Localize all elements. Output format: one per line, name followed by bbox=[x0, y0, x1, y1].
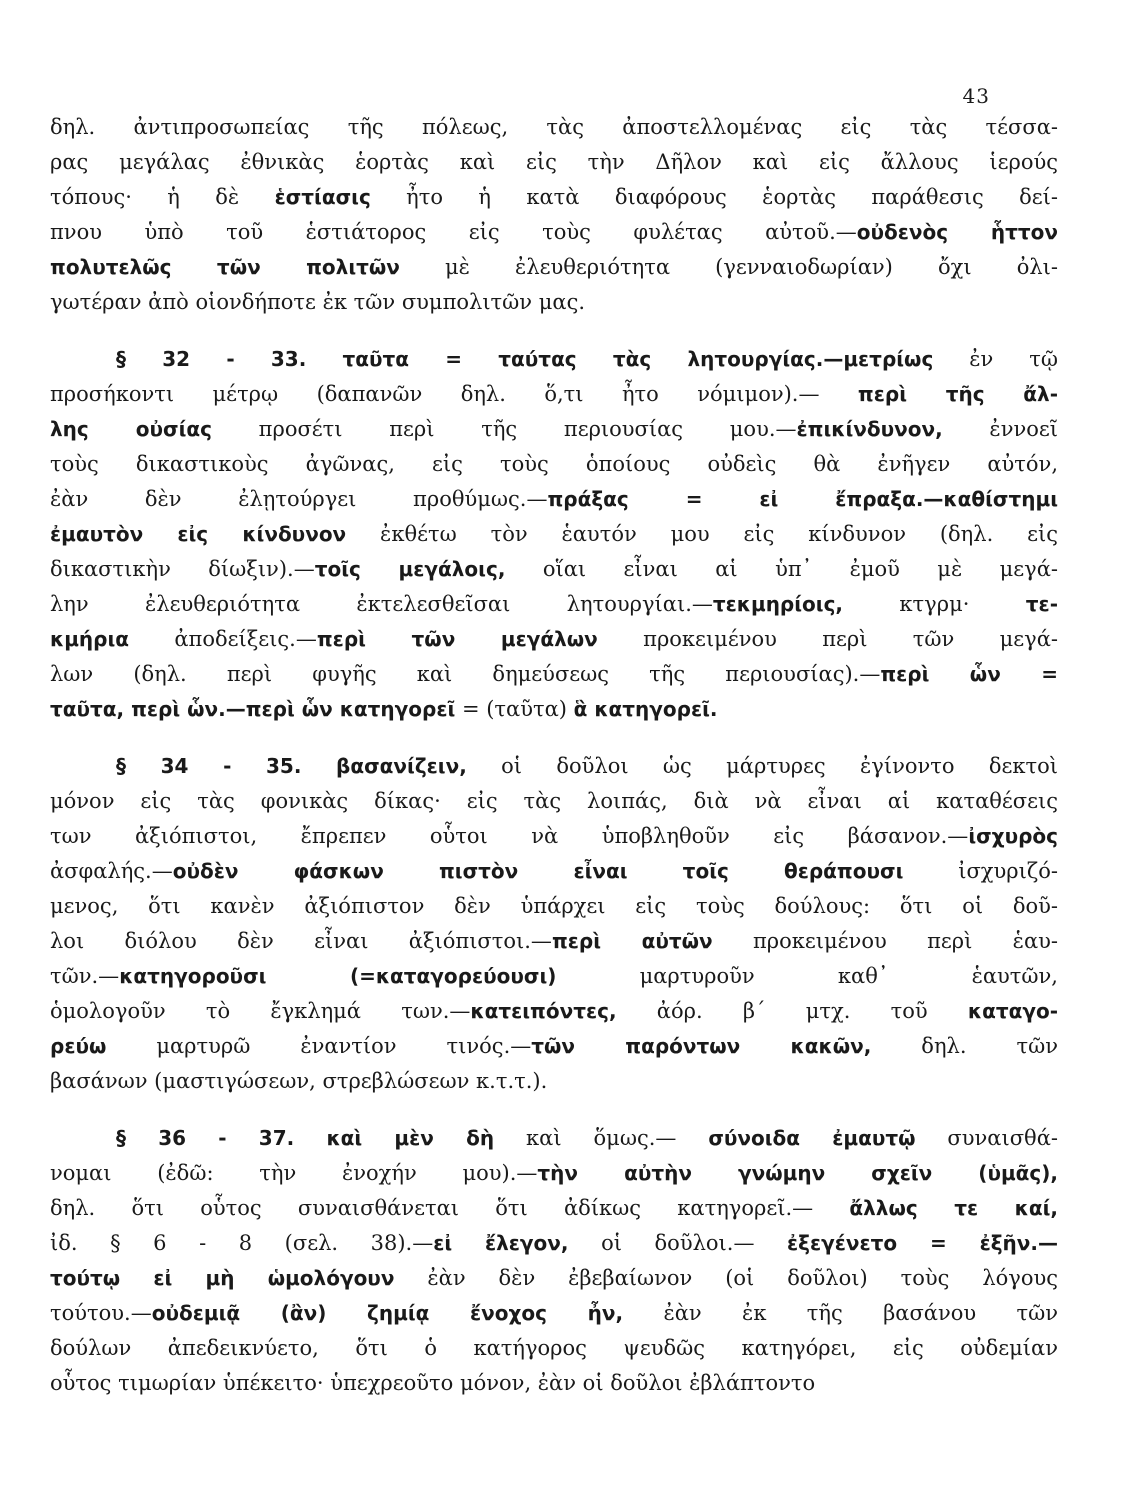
text-run: μὲ ἐλευθεριότητα (γενναιοδωρίαν) ὄχι ὀλι- bbox=[399, 255, 1058, 279]
text-run: κτγρμ· bbox=[843, 592, 1026, 616]
text-run: μαρτυροῦν καθ᾽ ἑαυτῶν, bbox=[556, 964, 1058, 988]
text-line bbox=[50, 657, 1058, 692]
text-run: μενος, ὅτι κανὲν ἀξιόπιστον δὲν ὑπάρχει εἰς τοὺς δούλους: ὅτι οἱ δοῦ- bbox=[50, 894, 1058, 918]
bold-lemma: ἐμαυτὸν εἰς κίνδυνον bbox=[50, 522, 347, 546]
text-run: προσήκοντι μέτρῳ (δαπανῶν δηλ. ὅ,τι ἦτο νόμιμον).— bbox=[50, 382, 858, 406]
bold-lemma: τε- bbox=[1025, 592, 1058, 616]
text-run: μόνον εἰς τὰς φονικὰς δίκας· εἰς τὰς λοιπάς, διὰ νὰ εἶναι αἱ καταθέσεις bbox=[50, 789, 1058, 813]
text-run: δικαστικὴν δίωξιν).— bbox=[50, 557, 315, 581]
text-line bbox=[50, 377, 1058, 412]
text-line bbox=[50, 1064, 1058, 1099]
text-line bbox=[50, 1226, 1058, 1261]
text-line bbox=[50, 1156, 1058, 1191]
text-run: ἰδ. § 6 - 8 (σελ. 38).— bbox=[50, 1231, 434, 1255]
text-line bbox=[50, 1366, 1058, 1401]
text-line bbox=[50, 110, 1058, 145]
text-line bbox=[50, 819, 1058, 854]
bold-lemma: ἄλλως τε καί, bbox=[849, 1196, 1058, 1220]
bold-lemma: πολυτελῶς τῶν πολιτῶν bbox=[50, 255, 400, 279]
text-run: ὁμολογοῦν τὸ ἔγκλημά των.— bbox=[50, 999, 471, 1023]
text-line bbox=[50, 587, 1058, 622]
text-run: δούλων ἀπεδεικνύετο, ὅτι ὁ κατήγορος ψευδῶς κατηγόρει, εἰς οὐδεμίαν bbox=[50, 1336, 1058, 1360]
text-run: ἐὰν δὲν ἐβεβαίωνον (οἱ δοῦλοι) τοὺς λόγους bbox=[394, 1266, 1058, 1290]
text-run: ἐὰν ἐκ τῆς βασάνου τῶν bbox=[623, 1301, 1059, 1325]
text-line bbox=[50, 285, 1058, 320]
bold-lemma: σύνοιδα ἐμαυτῷ bbox=[708, 1126, 916, 1150]
text-run: οἱ δοῦλοι ὡς μάρτυρες ἐγίνοντο δεκτοὶ bbox=[466, 754, 1058, 778]
text-line bbox=[50, 622, 1058, 657]
text-line bbox=[50, 924, 1058, 959]
paragraph bbox=[50, 1121, 1058, 1401]
bold-lemma: περὶ τῆς ἄλ- bbox=[857, 382, 1059, 406]
text-line bbox=[50, 1296, 1058, 1331]
text-run: λην ἐλευθεριότητα ἐκτελεσθεῖσαι λητουργίαι.— bbox=[50, 592, 713, 616]
text-line bbox=[50, 250, 1058, 285]
bold-lemma: ἰσχυρὸς bbox=[968, 824, 1058, 848]
text-run: λων (δηλ. περὶ φυγῆς καὶ δημεύσεως τῆς περιουσίας).— bbox=[50, 662, 881, 686]
text-line bbox=[50, 1191, 1058, 1226]
text-line bbox=[50, 994, 1058, 1029]
text-run: γωτέραν ἀπὸ οἱονδήποτε ἐκ τῶν συμπολιτῶν μας. bbox=[50, 290, 586, 314]
bold-lemma: τοῖς μεγάλοις, bbox=[314, 557, 506, 581]
bold-lemma: ἃ κατηγορεῖ. bbox=[573, 697, 718, 721]
bold-lemma: § 32 - 33. ταῦτα = ταύτας τὰς λητουργίας.—μετρίως bbox=[116, 347, 934, 371]
text-run: ἐν τῷ bbox=[933, 347, 1058, 371]
text-run: τούτου.— bbox=[50, 1301, 152, 1325]
text-run: προκειμένου περὶ ἑαυ- bbox=[712, 929, 1058, 953]
text-run: δηλ. ἀντιπροσωπείας τῆς πόλεως, τὰς ἀποστελλομένας εἰς τὰς τέσσα- bbox=[50, 115, 1058, 139]
bold-lemma: τεκμηρίοις, bbox=[712, 592, 844, 616]
text-line bbox=[50, 412, 1058, 447]
text-run: ἐννοεῖ bbox=[942, 417, 1058, 441]
text-run: προκειμένου περὶ τῶν μεγά- bbox=[597, 627, 1058, 651]
bold-lemma: ρεύω bbox=[50, 1034, 107, 1058]
bold-lemma: πράξας = εἰ ἔπραξα.—καθίστημι bbox=[547, 487, 1058, 511]
bold-lemma: § 34 - 35. βασανίζειν, bbox=[116, 754, 467, 778]
text-run: οἱ δοῦλοι.— bbox=[568, 1231, 788, 1255]
text-line bbox=[50, 854, 1058, 889]
text-line bbox=[50, 1261, 1058, 1296]
bold-lemma: εἰ ἔλεγον, bbox=[433, 1231, 569, 1255]
bold-lemma: οὐδενὸς ἧττον bbox=[856, 220, 1058, 244]
text-line bbox=[50, 180, 1058, 215]
text-run: μαρτυρῶ ἐναντίον τινός.— bbox=[106, 1034, 532, 1058]
text-run: καὶ ὅμως.— bbox=[494, 1126, 709, 1150]
bold-lemma: κμήρια bbox=[50, 627, 130, 651]
text-run: ἦτο ἡ κατὰ διαφόρους ἑορτὰς παράθεσις δεί- bbox=[370, 185, 1058, 209]
text-line bbox=[50, 1029, 1058, 1064]
bold-lemma: κατηγοροῦσι (=καταγορεύουσι) bbox=[119, 964, 557, 988]
text-run: πνου ὑπὸ τοῦ ἑστιάτορος εἰς τοὺς φυλέτας αὐτοῦ.— bbox=[50, 220, 857, 244]
text-run: ρας μεγάλας ἐθνικὰς ἑορτὰς καὶ εἰς τὴν Δῆλον καὶ εἰς ἄλλους ἱερούς bbox=[50, 150, 1058, 174]
text-run: προσέτι περὶ τῆς περιουσίας μου.— bbox=[211, 417, 797, 441]
bold-lemma: τούτῳ εἰ μὴ ὡμολόγουν bbox=[50, 1266, 395, 1290]
text-run: ἀποδείξεις.— bbox=[129, 627, 317, 651]
text-run: ἐὰν δὲν ἐλῃτούργει προθύμως.— bbox=[50, 487, 548, 511]
text-run: ἀόρ. β´ μτχ. τοῦ bbox=[616, 999, 968, 1023]
text-run: των ἀξιόπιστοι, ἔπρεπεν οὗτοι νὰ ὑποβληθοῦν εἰς βάσανον.— bbox=[50, 824, 969, 848]
bold-lemma: περὶ ὧν = bbox=[880, 662, 1058, 686]
bold-lemma: § 36 - 37. καὶ μὲν δὴ bbox=[116, 1126, 495, 1150]
bold-lemma: τῶν παρόντων κακῶν, bbox=[531, 1034, 872, 1058]
text-run: λοι διόλου δὲν εἶναι ἀξιόπιστοι.— bbox=[50, 929, 552, 953]
text-line bbox=[50, 692, 1058, 727]
bold-lemma: οὐδὲν φάσκων πιστὸν εἶναι τοῖς θεράπουσι bbox=[172, 859, 904, 883]
text-line bbox=[50, 889, 1058, 924]
bold-lemma: κατειπόντες, bbox=[470, 999, 617, 1023]
text-run: συναισθά- bbox=[915, 1126, 1058, 1150]
text-line bbox=[50, 517, 1058, 552]
page-number: 43 bbox=[962, 84, 990, 108]
text-line bbox=[50, 447, 1058, 482]
text-run: νομαι (ἐδῶ: τὴν ἐνοχήν μου).— bbox=[50, 1161, 538, 1185]
bold-lemma: περὶ αὐτῶν bbox=[551, 929, 713, 953]
text-run: τοὺς δικαστικοὺς ἀγῶνας, εἰς τοὺς ὁποίους οὐδεὶς θὰ ἐνῆγεν αὐτόν, bbox=[50, 452, 1058, 476]
text-line bbox=[50, 1121, 1058, 1156]
paragraph bbox=[50, 342, 1058, 727]
text-line bbox=[50, 552, 1058, 587]
text-line bbox=[50, 145, 1058, 180]
bold-lemma: ἑστίασις bbox=[274, 185, 371, 209]
text-line bbox=[50, 342, 1058, 377]
text-line bbox=[50, 959, 1058, 994]
text-run: ἀσφαλής.— bbox=[50, 859, 173, 883]
bold-lemma: ἐπικίνδυνον, bbox=[796, 417, 943, 441]
text-run: τῶν.— bbox=[50, 964, 120, 988]
commentary-text bbox=[50, 110, 1058, 1423]
text-run: οἵαι εἶναι αἱ ὑπ᾽ ἐμοῦ μὲ μεγά- bbox=[505, 557, 1058, 581]
text-line bbox=[50, 784, 1058, 819]
text-line bbox=[50, 1331, 1058, 1366]
text-run: δηλ. τῶν bbox=[871, 1034, 1058, 1058]
text-line bbox=[50, 749, 1058, 784]
bold-lemma: τὴν αὐτὴν γνώμην σχεῖν (ὑμᾶς), bbox=[537, 1161, 1058, 1185]
text-run: = (ταῦτα) bbox=[455, 697, 574, 721]
bold-lemma: περὶ τῶν μεγάλων bbox=[316, 627, 598, 651]
text-run: τόπους· ἡ δὲ bbox=[50, 185, 275, 209]
text-run: δηλ. ὅτι οὗτος συναισθάνεται ὅτι ἀδίκως κατηγορεῖ.— bbox=[50, 1196, 850, 1220]
bold-lemma: οὐδεμιᾷ (ἂν) ζημίᾳ ἔνοχος ἦν, bbox=[151, 1301, 624, 1325]
bold-lemma: λης οὐσίας bbox=[50, 417, 212, 441]
paragraph bbox=[50, 110, 1058, 320]
text-run: οὗτος τιμωρίαν ὑπέκειτο· ὑπεχρεοῦτο μόνον, ἐὰν οἱ δοῦλοι ἐβλάπτοντο bbox=[50, 1371, 816, 1395]
text-run: ἐκθέτω τὸν ἑαυτόν μου εἰς κίνδυνον (δηλ. εἰς bbox=[346, 522, 1058, 546]
text-line bbox=[50, 482, 1058, 517]
bold-lemma: ταῦτα, περὶ ὧν.—περὶ ὧν κατηγορεῖ bbox=[50, 697, 456, 721]
text-line bbox=[50, 215, 1058, 250]
bold-lemma: καταγο- bbox=[967, 999, 1059, 1023]
text-run: βασάνων (μαστιγώσεων, στρεβλώσεων κ.τ.τ.). bbox=[50, 1069, 548, 1093]
bold-lemma: ἐξεγένετο = ἐξῆν.— bbox=[787, 1231, 1058, 1255]
text-run: ἰσχυριζό- bbox=[903, 859, 1058, 883]
paragraph bbox=[50, 749, 1058, 1099]
